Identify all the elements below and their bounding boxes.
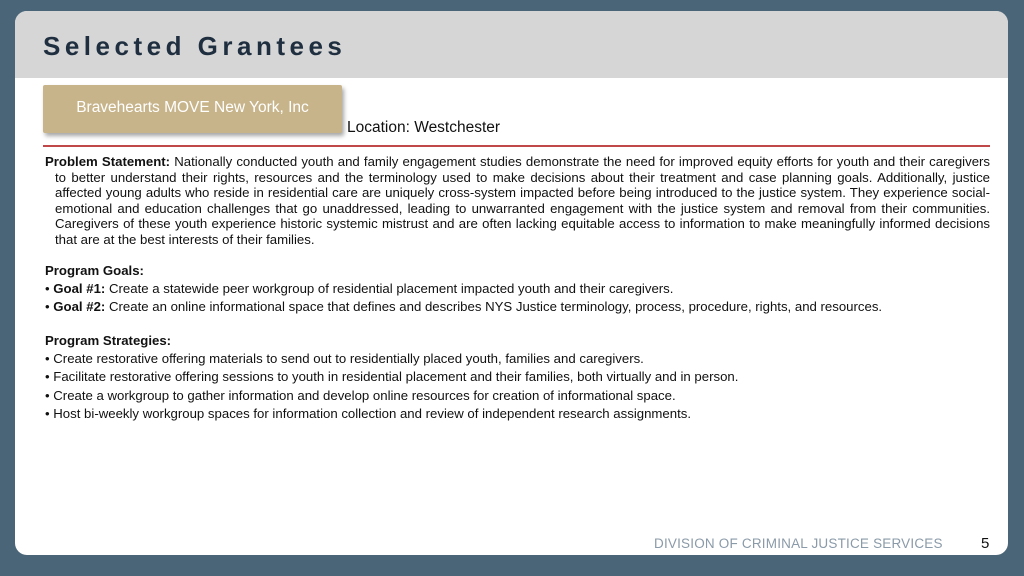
- strategy-item: • Create restorative offering materials to send out to residentially placed youth, families and caregivers.: [45, 351, 644, 367]
- goal-text: Create an online informational space that defines and describes NYS Justice terminology, process, procedure, rights, and resources.: [109, 299, 883, 315]
- location-label: Location: Westchester: [347, 119, 501, 136]
- strategy-item: • Host bi-weekly workgroup spaces for information collection and review of independent research assignments.: [45, 405, 692, 421]
- program-strategies-heading: Program Strategies:: [45, 332, 172, 348]
- header-band: [15, 11, 1008, 78]
- strategy-text: Host bi-weekly workgroup spaces for information collection and review of independent research assignments.: [53, 405, 692, 421]
- problem-statement-text: Nationally conducted youth and family engagement studies demonstrate the need for improved equity efforts for youth and their caregivers to better understand their rights, resources and the terminology used to make decisions about their treatment and case planning goals. Additionally, justice affected young adults who reside in residential care are uniquely cross-system impacted before being introduced to the justice system. They experience social-emotional and education challenges that go unaddressed, leading to unwarranted engagement with the justice system and removal from their communities. Caregivers of these youth experience historic systemic mistrust and are often lacking equitable access to information to make meaningfully informed decisions that are at the best interests of their families.: [55, 154, 991, 247]
- goal-label: Goal #2:: [53, 299, 106, 315]
- footer-agency-name: DIVISION OF CRIMINAL JUSTICE SERVICES: [654, 536, 943, 551]
- divider-rule: [43, 145, 990, 147]
- strategy-item: • Facilitate restorative offering sessions to youth in residential placement and their families, both virtually and in person.: [45, 369, 739, 385]
- content-body: [45, 154, 990, 424]
- problem-statement: [45, 154, 990, 248]
- page-number: 5: [981, 535, 990, 552]
- goal-item: • Goal #2: Create an online informational space that defines and describes NYS Justice terminology, process, procedure, rights, and resources.: [45, 299, 883, 315]
- grantee-name: Bravehearts MOVE New York, Inc: [76, 99, 309, 116]
- program-goals-heading: Program Goals:: [45, 262, 144, 278]
- grantee-name-tab: [43, 85, 342, 133]
- strategy-item: • Create a workgroup to gather information and develop online resources for creation of informational space.: [45, 387, 676, 403]
- slide-title: Selected Grantees: [43, 31, 347, 61]
- goal-text: Create a statewide peer workgroup of residential placement impacted youth and their caregivers.: [109, 281, 674, 297]
- problem-statement-label: Problem Statement:: [45, 154, 171, 169]
- goal-label: Goal #1:: [53, 281, 106, 297]
- strategy-text: Create restorative offering materials to send out to residentially placed youth, families and caregivers.: [53, 351, 644, 367]
- goal-item: • Goal #1: Create a statewide peer workgroup of residential placement impacted youth and their caregivers.: [45, 281, 674, 297]
- strategy-text: Create a workgroup to gather information and develop online resources for creation of informational space.: [53, 387, 676, 403]
- slide: [15, 11, 1008, 555]
- strategy-text: Facilitate restorative offering sessions to youth in residential placement and their families, both virtually and in person.: [53, 369, 739, 385]
